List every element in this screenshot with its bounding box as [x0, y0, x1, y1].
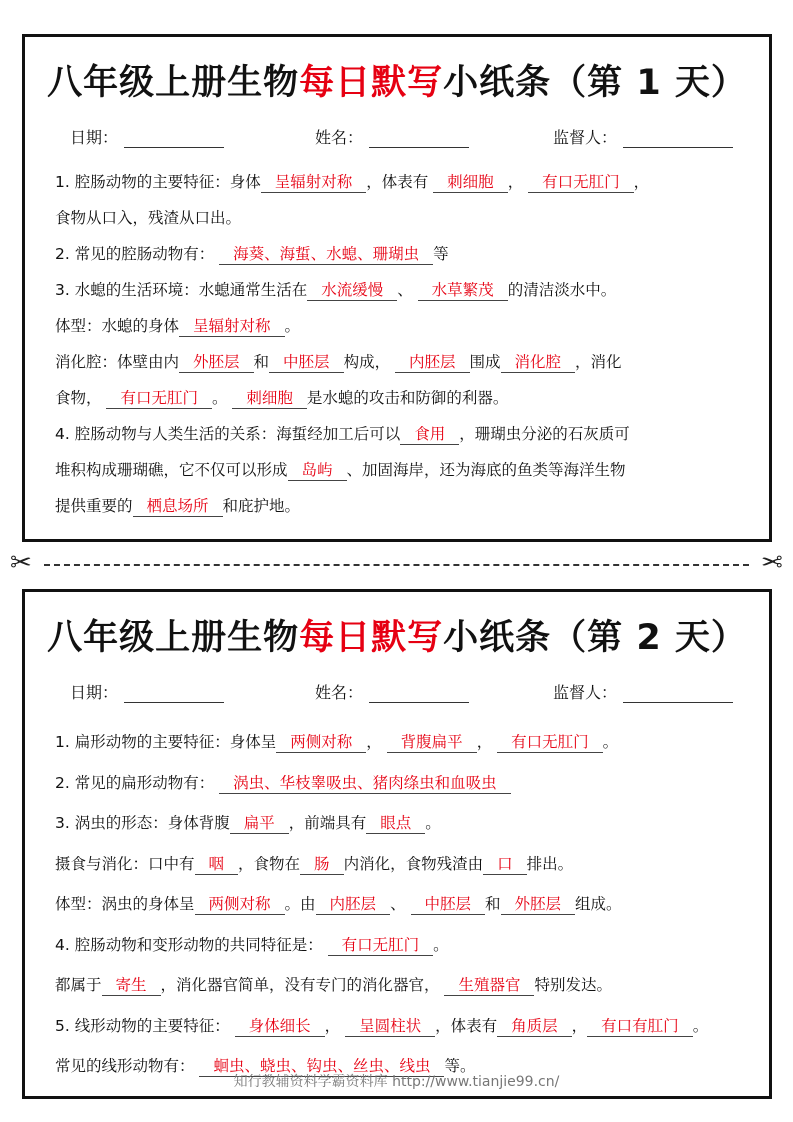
line-text: ，体表有: [366, 173, 434, 191]
answer-blank: 消化腔: [501, 352, 576, 373]
answer-blank: 肠: [300, 854, 344, 875]
answer-blank: 生殖器官: [444, 975, 534, 996]
line-text: 2. 常见的扁形动物有：: [55, 773, 220, 792]
line-text: 食物从口入，残渣从口出。: [55, 209, 242, 227]
line-text: 体型：水螅的身体: [55, 317, 180, 335]
line-text: 和庇护地。: [222, 497, 301, 515]
line-text: 特别发达。: [534, 976, 612, 994]
line-text: 。由: [284, 895, 316, 913]
line-text: 。: [602, 733, 619, 751]
scissors-icon: ✂: [761, 548, 783, 578]
answer-blank: 中胚层: [411, 894, 486, 915]
line-text: 常见的线形动物有：: [55, 1057, 200, 1075]
answer-blank: 蛔虫、蛲虫、钩虫、丝虫、线虫: [199, 1056, 444, 1077]
line-text: 3. 水螅的生活环境：水螅通常生活在: [55, 281, 308, 299]
line-text: 构成，: [343, 353, 395, 371]
line-text: 4. 腔肠动物与人类生活的关系：海蜇经加工后可以: [55, 425, 401, 443]
text-line: [55, 722, 749, 763]
line-text: ，体表有: [435, 1016, 498, 1035]
card-title: [25, 610, 769, 660]
line-text: ，前端具有: [288, 814, 367, 832]
answer-blank: 栖息场所: [133, 496, 223, 517]
name-field-input[interactable]: [369, 684, 469, 703]
supervisor-field-label: 监督人：: [553, 683, 618, 702]
answer-blank: 呈圆柱状: [345, 1016, 435, 1037]
text-line: [55, 803, 749, 844]
answer-blank: 呈辐射对称: [179, 316, 285, 337]
line-text: 5. 线形动物的主要特征：: [55, 1016, 235, 1035]
date-field-input[interactable]: [124, 684, 224, 703]
line-text: ，: [324, 1016, 346, 1035]
line-text: 和: [253, 353, 270, 371]
title-highlight: 每日默写: [299, 618, 444, 658]
text-line: [55, 488, 749, 524]
info-row: [25, 680, 769, 708]
answer-blank: 身体细长: [235, 1016, 325, 1037]
line-text: 提供重要的: [55, 497, 133, 515]
dashed-divider: [44, 564, 749, 566]
text-line: [55, 200, 749, 236]
name-field: [315, 680, 469, 703]
title-suffix: 小纸条（第 2 天）: [443, 618, 747, 658]
line-text: ，: [633, 173, 650, 191]
text-line: [55, 1006, 749, 1047]
text-line: [55, 925, 749, 966]
line-text: 、加固海岸，还为海底的鱼类等海洋生物: [346, 461, 626, 479]
line-text: ，: [476, 733, 498, 751]
name-field: [315, 125, 469, 148]
answer-blank: 有口无肛门: [497, 732, 603, 753]
line-text: 1. 扁形动物的主要特征：身体呈: [55, 733, 277, 751]
line-text: 、: [397, 281, 418, 299]
answer-blank: 有口无肛门: [528, 172, 634, 193]
date-field-label: 日期：: [70, 128, 119, 147]
line-text: 4. 腔肠动物和变形动物的共同特征是：: [55, 935, 328, 954]
dictation-card-day-1: [22, 34, 772, 542]
line-text: 、: [390, 895, 411, 913]
text-line: [55, 416, 749, 452]
name-field-input[interactable]: [369, 129, 469, 148]
line-text: 。: [425, 814, 441, 832]
line-text: 围成: [469, 353, 501, 371]
text-line: [55, 763, 749, 804]
answer-blank: 水草繁茂: [418, 280, 508, 301]
name-field-label: 姓名：: [315, 683, 364, 702]
answer-blank: 海葵、海蜇、水螅、珊瑚虫: [219, 244, 433, 265]
supervisor-field-input[interactable]: [623, 684, 733, 703]
card-body: [55, 164, 749, 524]
card-title: [25, 55, 769, 105]
date-field: [70, 125, 224, 148]
answer-blank: 岛屿: [288, 460, 347, 481]
line-text: 排出。: [526, 854, 574, 873]
line-text: ，: [507, 173, 529, 191]
line-text: ，消化器官简单，没有专门的消化器官，: [160, 976, 445, 994]
line-text: 3. 涡虫的形态：身体背腹: [55, 814, 230, 832]
answer-blank: 食用: [400, 424, 459, 445]
title-suffix: 小纸条（第 1 天）: [443, 63, 747, 103]
text-line: [55, 965, 749, 1006]
line-text: 是水螅的攻击和防御的利器。: [306, 389, 509, 407]
line-text: 的清洁淡水中。: [507, 281, 617, 299]
text-line: [55, 236, 749, 272]
text-line: [55, 272, 749, 308]
line-text: 2. 常见的腔肠动物有：: [55, 245, 220, 263]
date-field-label: 日期：: [70, 683, 119, 702]
title-highlight: 每日默写: [299, 63, 444, 103]
answer-blank: 中胚层: [269, 352, 344, 373]
supervisor-field-label: 监督人：: [553, 128, 618, 147]
card-body: [55, 722, 749, 1087]
line-text: 都属于: [55, 976, 102, 994]
supervisor-field: [553, 125, 733, 148]
line-text: 摄食与消化：口中有: [55, 854, 195, 873]
text-line: [55, 884, 749, 925]
answer-blank: 眼点: [366, 813, 425, 834]
line-text: 和: [485, 895, 501, 913]
title-prefix: 八年级上册生物: [47, 63, 300, 103]
answer-blank: 水流缓慢: [307, 280, 397, 301]
line-text: 堆积构成珊瑚礁，它不仅可以形成: [55, 461, 288, 479]
answer-blank: 咽: [195, 854, 239, 875]
answer-blank: 两侧对称: [195, 894, 285, 915]
line-text: 等。: [444, 1057, 476, 1075]
watermark: 知行教辅资料学霸资料库 http://www.tianjie99.cn/: [233, 1074, 560, 1090]
line-text: 食物，: [55, 389, 107, 407]
answer-blank: 涡虫、华枝睾吸虫、猪肉绦虫和血吸虫: [219, 773, 511, 794]
line-text: ，珊瑚虫分泌的石灰质可: [459, 425, 630, 443]
text-line: [55, 344, 749, 380]
line-text: ，: [571, 1016, 588, 1035]
answer-blank: 刺细胞: [433, 172, 508, 193]
answer-blank: 两侧对称: [276, 732, 366, 753]
supervisor-field-input[interactable]: [623, 129, 733, 148]
answer-blank: 内胚层: [395, 352, 470, 373]
line-text: 消化腔：体壁由内: [55, 353, 180, 371]
answer-blank: 呈辐射对称: [261, 172, 367, 193]
line-text: 。: [433, 935, 449, 954]
text-line: [55, 308, 749, 344]
cut-line: [10, 548, 783, 578]
answer-blank: 外胚层: [179, 352, 254, 373]
answer-blank: 有口无肛门: [328, 935, 434, 956]
text-line: [55, 164, 749, 200]
line-text: 体型：涡虫的身体呈: [55, 895, 195, 913]
line-text: 等: [433, 245, 449, 263]
line-text: ，消化: [575, 353, 622, 371]
text-line: [55, 452, 749, 488]
scissors-icon: ✂: [10, 548, 32, 578]
date-field-input[interactable]: [124, 129, 224, 148]
date-field: [70, 680, 224, 703]
answer-blank: 扁平: [230, 813, 289, 834]
answer-blank: 外胚层: [501, 894, 576, 915]
name-field-label: 姓名：: [315, 128, 364, 147]
dictation-card-day-2: [22, 589, 772, 1099]
line-text: 。: [284, 317, 301, 335]
line-text: 。: [692, 1016, 709, 1035]
answer-blank: 有口有肛门: [587, 1016, 693, 1037]
text-line: [55, 380, 749, 416]
answer-blank: 寄生: [102, 975, 161, 996]
answer-blank: 背腹扁平: [387, 732, 477, 753]
line-text: ，: [366, 733, 387, 751]
answer-blank: 内胚层: [316, 894, 391, 915]
line-text: 1. 腔肠动物的主要特征：身体: [55, 173, 261, 191]
title-prefix: 八年级上册生物: [47, 618, 300, 658]
info-row: [25, 125, 769, 153]
line-text: ，食物在: [238, 854, 301, 873]
answer-blank: 刺细胞: [232, 388, 307, 409]
line-text: 组成。: [575, 895, 622, 913]
line-text: 。: [211, 389, 233, 407]
supervisor-field: [553, 680, 733, 703]
text-line: [55, 844, 749, 885]
answer-blank: 角质层: [497, 1016, 572, 1037]
line-text: 内消化，食物残渣由: [343, 854, 484, 873]
answer-blank: 口: [483, 854, 527, 875]
answer-blank: 有口无肛门: [106, 388, 212, 409]
